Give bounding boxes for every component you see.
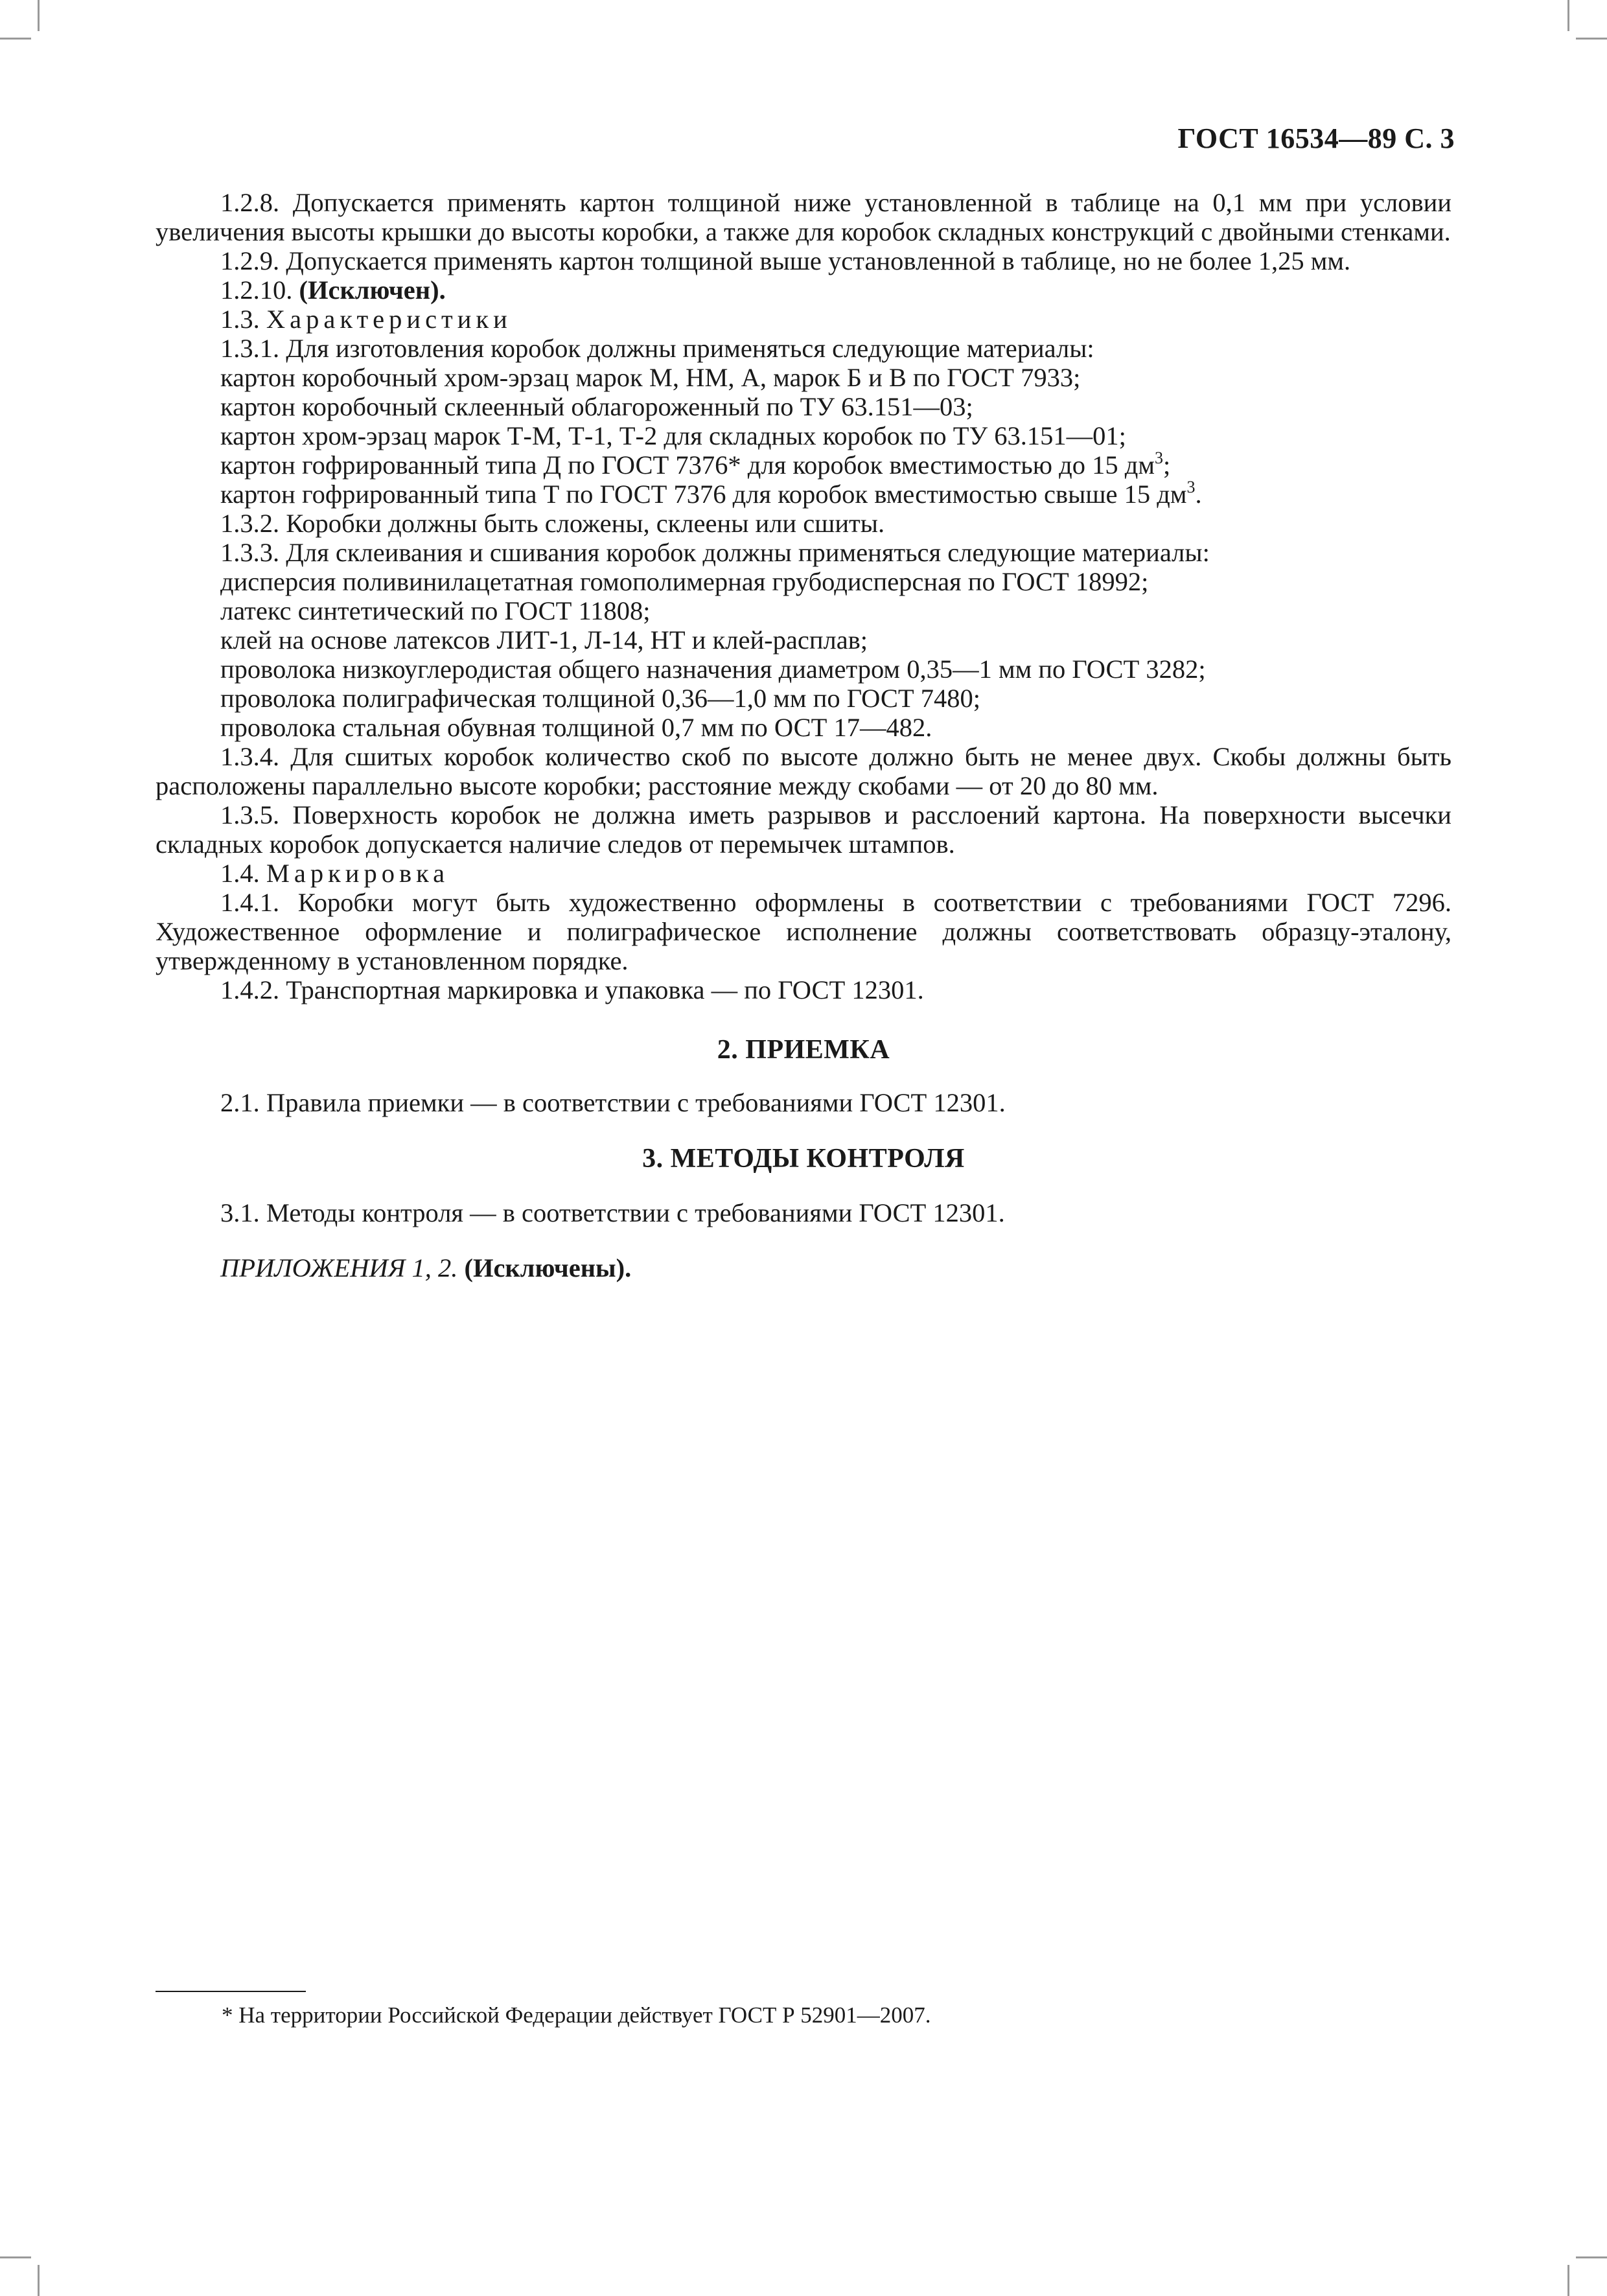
superscript: 3 bbox=[1155, 448, 1164, 467]
material-item: картон хром-эрзац марок Т-М, Т-1, Т-2 для складных коробок по ТУ 63.151—01; bbox=[220, 421, 1126, 450]
clause-1-2-9: 1.2.9. Допускается применять картон толщиной выше установленной в таблице, но не более 1,25 мм. bbox=[220, 246, 1351, 275]
crop-mark-top-right-h bbox=[1576, 38, 1607, 40]
material-item bbox=[156, 480, 1451, 509]
page-header: ГОСТ 16534—89 С. 3 bbox=[1177, 122, 1455, 154]
crop-mark-top-left-h bbox=[0, 38, 31, 40]
section-1-4-title: Маркировка bbox=[266, 859, 450, 888]
clause-3-1: 3.1. Методы контроля — в соответствии с требованиями ГОСТ 12301. bbox=[220, 1198, 1005, 1227]
footnote-divider bbox=[156, 1991, 306, 1992]
clause-1-3-5: 1.3.5. Поверхность коробок не должна иметь разрывов и расслоений картона. На поверхности высечки складных коробок допускается наличие следов от перемычек штампов. bbox=[156, 800, 1451, 859]
document-body bbox=[156, 188, 1451, 1282]
clause-1-3-1: 1.3.1. Для изготовления коробок должны применяться следующие материалы: bbox=[220, 334, 1094, 363]
material-item-text: картон гофрированный типа Т по ГОСТ 7376 для коробок вместимостью свыше 15 дм bbox=[220, 480, 1187, 509]
appendix-note bbox=[156, 1253, 1451, 1282]
clause-1-2-10-number: 1.2.10. bbox=[220, 275, 293, 305]
clause-1-2-10-excluded: (Исключен). bbox=[299, 275, 446, 305]
clause-2-1: 2.1. Правила приемки — в соответствии с требованиями ГОСТ 12301. bbox=[220, 1088, 1006, 1117]
section-1-3-number: 1.3. bbox=[220, 305, 260, 334]
glue-item: дисперсия поливинилацетатная гомополимерная грубодисперсная по ГОСТ 18992; bbox=[220, 567, 1149, 596]
glue-item: латекс синтетический по ГОСТ 11808; bbox=[220, 596, 651, 625]
punctuation: ; bbox=[1163, 450, 1171, 480]
glue-item: проволока низкоуглеродистая общего назначения диаметром 0,35—1 мм по ГОСТ 3282; bbox=[220, 655, 1206, 684]
material-item: картон коробочный склеенный облагороженный по ТУ 63.151—03; bbox=[220, 392, 973, 421]
section-1-4-number: 1.4. bbox=[220, 859, 260, 888]
clause-1-4-1: 1.4.1. Коробки могут быть художественно оформлены в соответствии с требованиями ГОСТ 7296. Художественное оформление и полиграфическое исполнение должны соответствовать образцу-эталону, утвержденному в установленном порядке. bbox=[156, 888, 1451, 975]
superscript: 3 bbox=[1186, 478, 1196, 496]
punctuation: . bbox=[1195, 480, 1202, 509]
clause-1-3-4: 1.3.4. Для сшитых коробок количество скоб по высоте должно быть не менее двух. Скобы должны быть расположены параллельно высоте коробки; расстояние между скобами — от 20 до 80 мм. bbox=[156, 742, 1451, 800]
section-1-3-title: Характеристики bbox=[266, 305, 512, 334]
section-1-4-heading bbox=[156, 859, 1451, 888]
clause-1-3-2: 1.3.2. Коробки должны быть сложены, склеены или сшиты. bbox=[220, 509, 885, 538]
footnote: * На территории Российской Федерации действует ГОСТ Р 52901—2007. bbox=[222, 2002, 931, 2028]
material-item bbox=[156, 450, 1451, 480]
material-item: картон коробочный хром-эрзац марок М, НМ, А, марок Б и В по ГОСТ 7933; bbox=[220, 363, 1081, 392]
crop-mark-bottom-right-h bbox=[1576, 2256, 1607, 2258]
crop-mark-top-left bbox=[38, 0, 40, 31]
glue-item: проволока полиграфическая толщиной 0,36—1,0 мм по ГОСТ 7480; bbox=[220, 684, 981, 713]
glue-item: проволока стальная обувная толщиной 0,7 мм по ОСТ 17—482. bbox=[220, 713, 932, 742]
section-heading-methods: 3. МЕТОДЫ КОНТРОЛЯ bbox=[642, 1144, 965, 1174]
section-heading-acceptance: 2. ПРИЕМКА bbox=[717, 1035, 890, 1065]
glue-item: клей на основе латексов ЛИТ-1, Л-14, НТ и клей-расплав; bbox=[220, 625, 868, 655]
appendix-label: ПРИЛОЖЕНИЯ 1, 2. bbox=[220, 1253, 458, 1282]
clause-1-2-8: 1.2.8. Допускается применять картон толщиной ниже установленной в таблице на 0,1 мм при условии увеличения высоты крышки до высоты коробки, а также для коробок складных конструкций с двойными стенками. bbox=[156, 188, 1451, 246]
crop-mark-bottom-left-h bbox=[0, 2256, 31, 2258]
crop-mark-top-right bbox=[1567, 0, 1569, 31]
crop-mark-bottom-left bbox=[38, 2265, 40, 2296]
appendix-excluded: (Исключены). bbox=[464, 1253, 632, 1282]
clause-1-3-3: 1.3.3. Для склеивания и сшивания коробок должны применяться следующие материалы: bbox=[220, 538, 1210, 567]
section-1-3-heading bbox=[156, 305, 1451, 334]
material-item-text: картон гофрированный типа Д по ГОСТ 7376* для коробок вместимостью до 15 дм bbox=[220, 450, 1155, 480]
crop-mark-bottom-right bbox=[1567, 2265, 1569, 2296]
clause-1-4-2: 1.4.2. Транспортная маркировка и упаковка — по ГОСТ 12301. bbox=[220, 975, 924, 1004]
clause-1-2-10 bbox=[156, 275, 1451, 305]
